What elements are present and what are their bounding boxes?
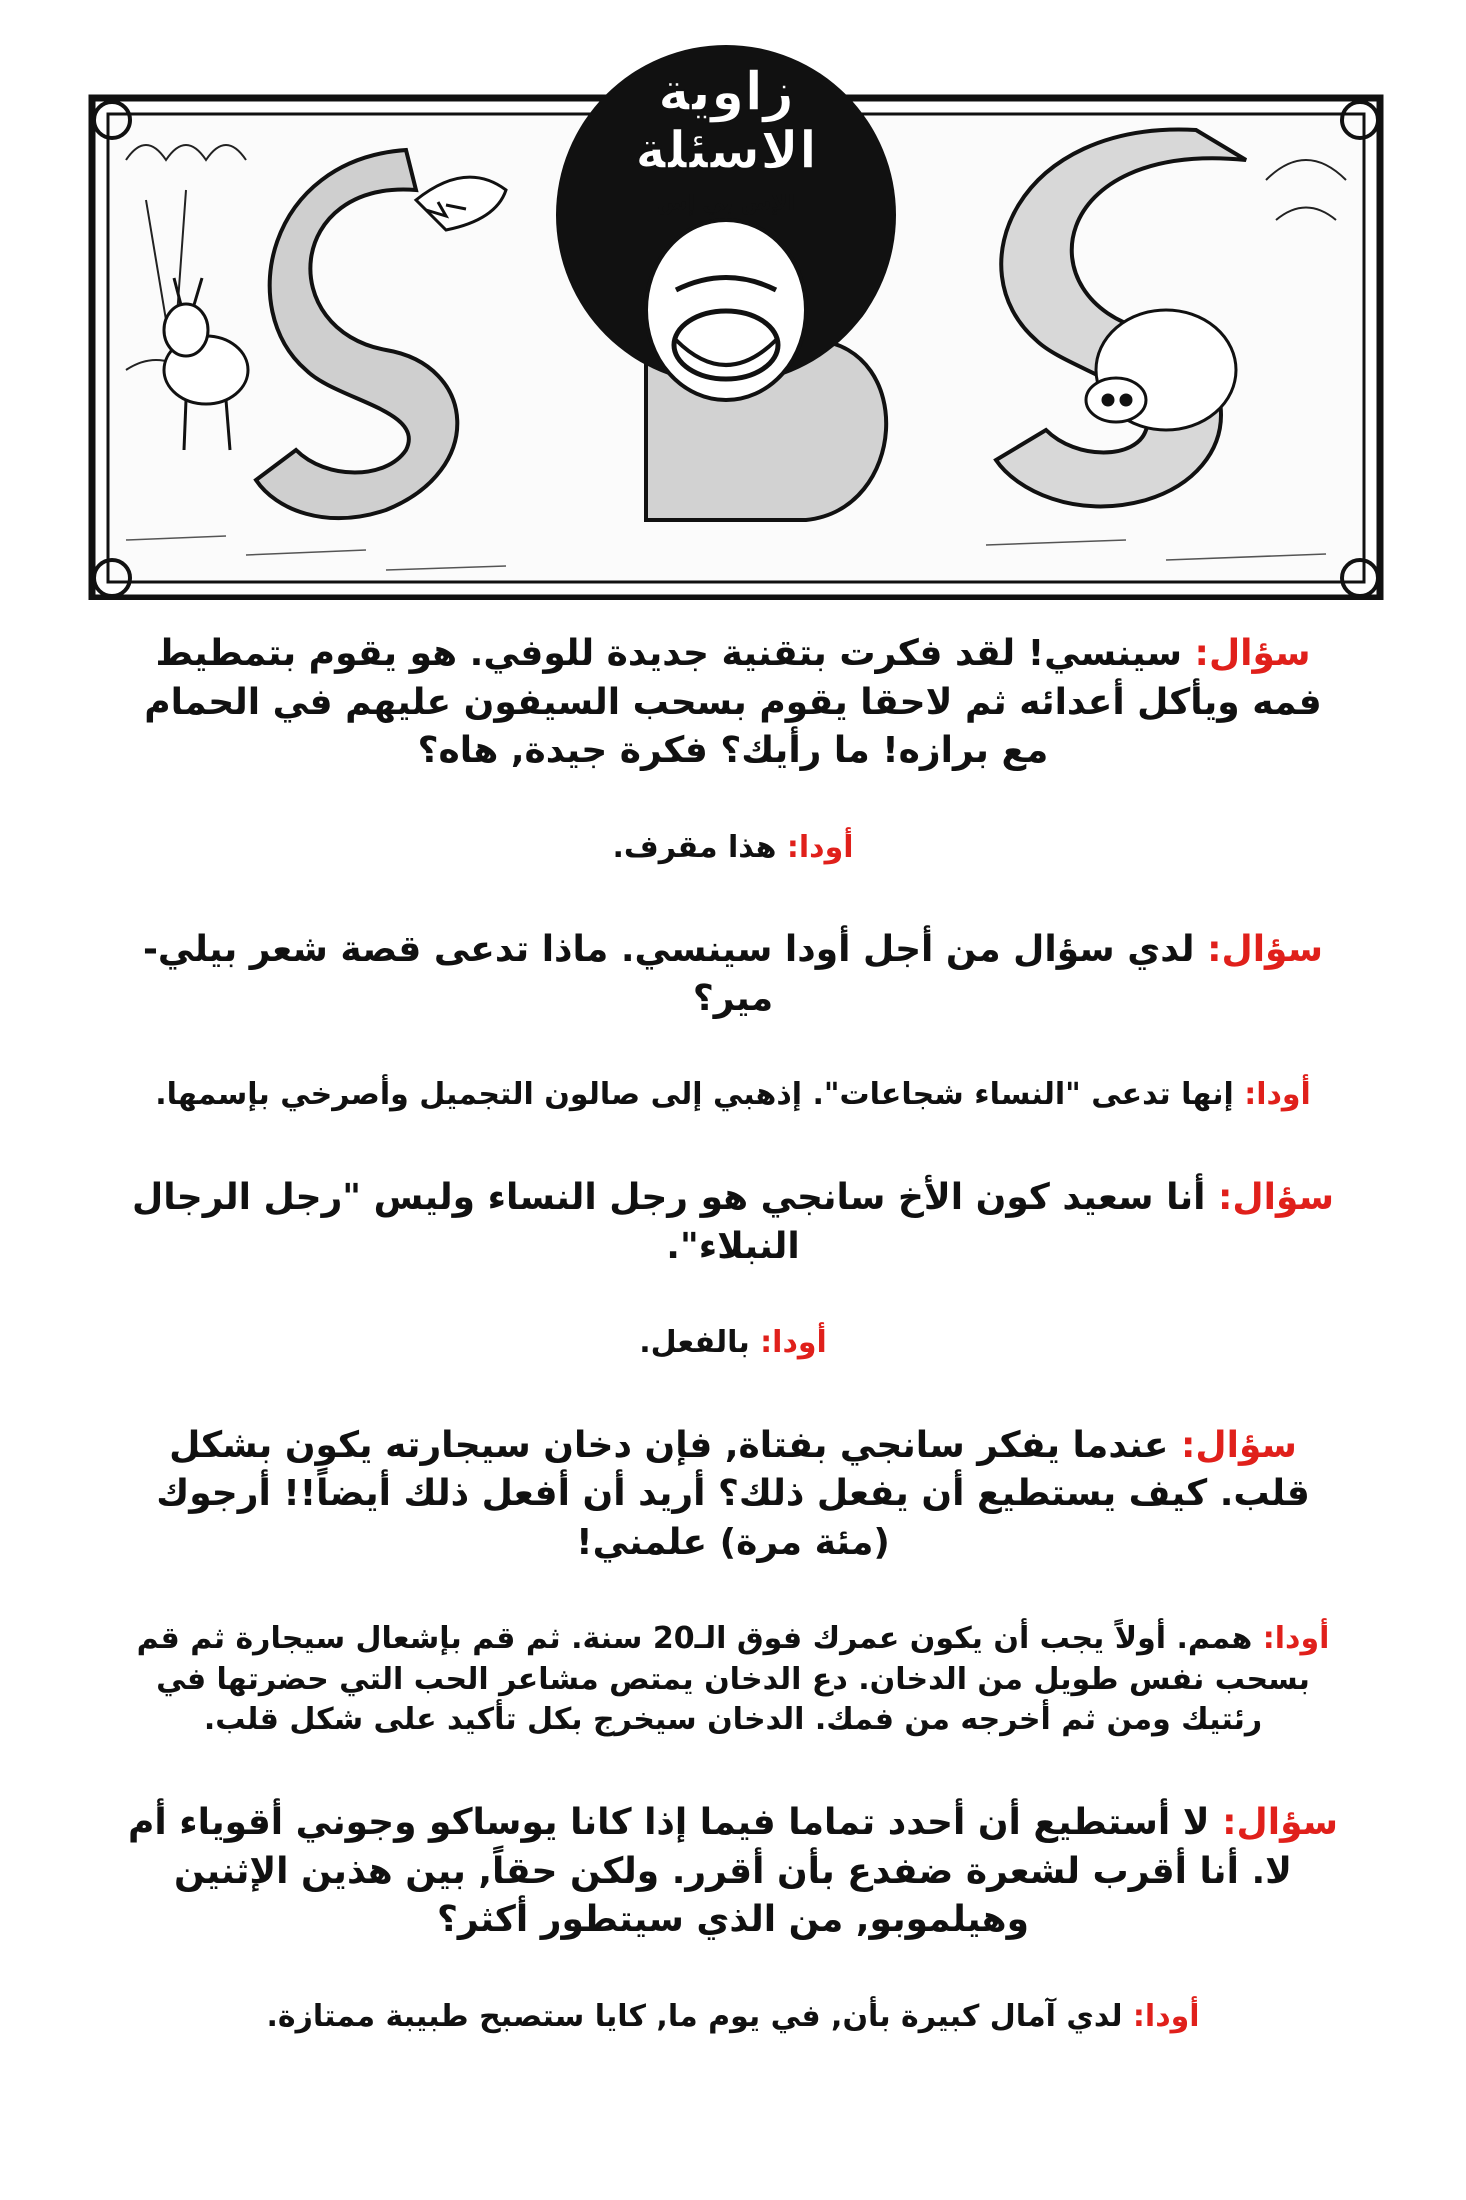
- question-4: [120, 1422, 1346, 1568]
- answer-tag: أودا:: [1262, 1621, 1330, 1657]
- answer-2: [120, 1075, 1346, 1116]
- question-tag: سؤال:: [1207, 929, 1324, 971]
- answer-5: [120, 1997, 1346, 2038]
- question-1: [120, 630, 1346, 776]
- sbs-header-illustration: [86, 40, 1386, 600]
- answer-tag: أودا:: [786, 829, 854, 865]
- answer-tag: أودا:: [1244, 1077, 1311, 1113]
- question-2: [120, 926, 1346, 1023]
- answer-text: بالفعل.: [639, 1325, 750, 1361]
- answer-text: إنها تدعى "النساء شجاعات". إذهبي إلى صالون التجميل وأصرخي بإسمها.: [155, 1077, 1234, 1113]
- question-text: أنا سعيد كون الأخ سانجي هو رجل النساء وليس "رجل الرجال النبلاء".: [132, 1176, 1206, 1267]
- answer-1: [120, 828, 1346, 869]
- question-text: عندما يفكر سانجي بفتاة, فإن دخان سيجارته يكون بشكل قلب. كيف يستطيع أن يفعل ذلك؟ أريد أن أفعل ذلك أيضاً!! أرجوك (مئة مرة) علمني!: [156, 1424, 1310, 1563]
- qa-section: [120, 630, 1346, 2037]
- question-text: لا أستطيع أن أحدد تماما فيما إذا كانا يوساكو وجوني أقوياء أم لا. أنا أقرب لشعرة ضفدع بأن أقرر. ولكن حقاً, بين هذين الإثنين وهيلموبو, من الذي سيتطور أكثر؟: [127, 1801, 1292, 1941]
- answer-3: [120, 1323, 1346, 1364]
- answer-tag: أودا:: [760, 1325, 827, 1361]
- answer-text: همم. أولاً يجب أن يكون عمرك فوق الـ20 سنة. ثم قم بإشعال سيجارة ثم قم بسحب نفس طويل من الدخان. دع الدخان يمتص مشاعر الحب التي حضرتها في رئتيك ومن ثم أخرجه من فمك. الدخان سيخرج بكل تأكيد على شكل قلب.: [136, 1621, 1310, 1738]
- answer-text: هذا مقرف.: [612, 829, 777, 865]
- question-tag: سؤال:: [1222, 1801, 1339, 1843]
- header-title-line2: الاسئلة: [635, 121, 817, 181]
- question-3: [120, 1174, 1346, 1271]
- question-5: [120, 1799, 1346, 1945]
- answer-4: [120, 1619, 1346, 1741]
- header-title-sub: الإس بي إس: [656, 191, 796, 216]
- question-tag: سؤال:: [1180, 1424, 1297, 1466]
- answer-text: لدي آمال كبيرة بأن, في يوم ما, كايا ستصبح طبيبة ممتازة.: [266, 1998, 1123, 2034]
- answer-tag: أودا:: [1132, 1998, 1200, 2034]
- question-tag: سؤال:: [1218, 1176, 1334, 1218]
- question-text: سينسي! لقد فكرت بتقنية جديدة للوفي. هو يقوم بتمطيط فمه ويأكل أعدائه ثم لاحقا يقوم بسحب السيفون عليهم في الحمام مع برازه! ما رأيك؟ فكرة جيدة, هاه؟: [144, 633, 1322, 772]
- question-text: لدي سؤال من أجل أودا سينسي. ماذا تدعى قصة شعر بيلي-مير؟: [142, 929, 1195, 1019]
- header-title-line1: زاوية: [657, 60, 795, 123]
- question-tag: سؤال:: [1194, 633, 1311, 674]
